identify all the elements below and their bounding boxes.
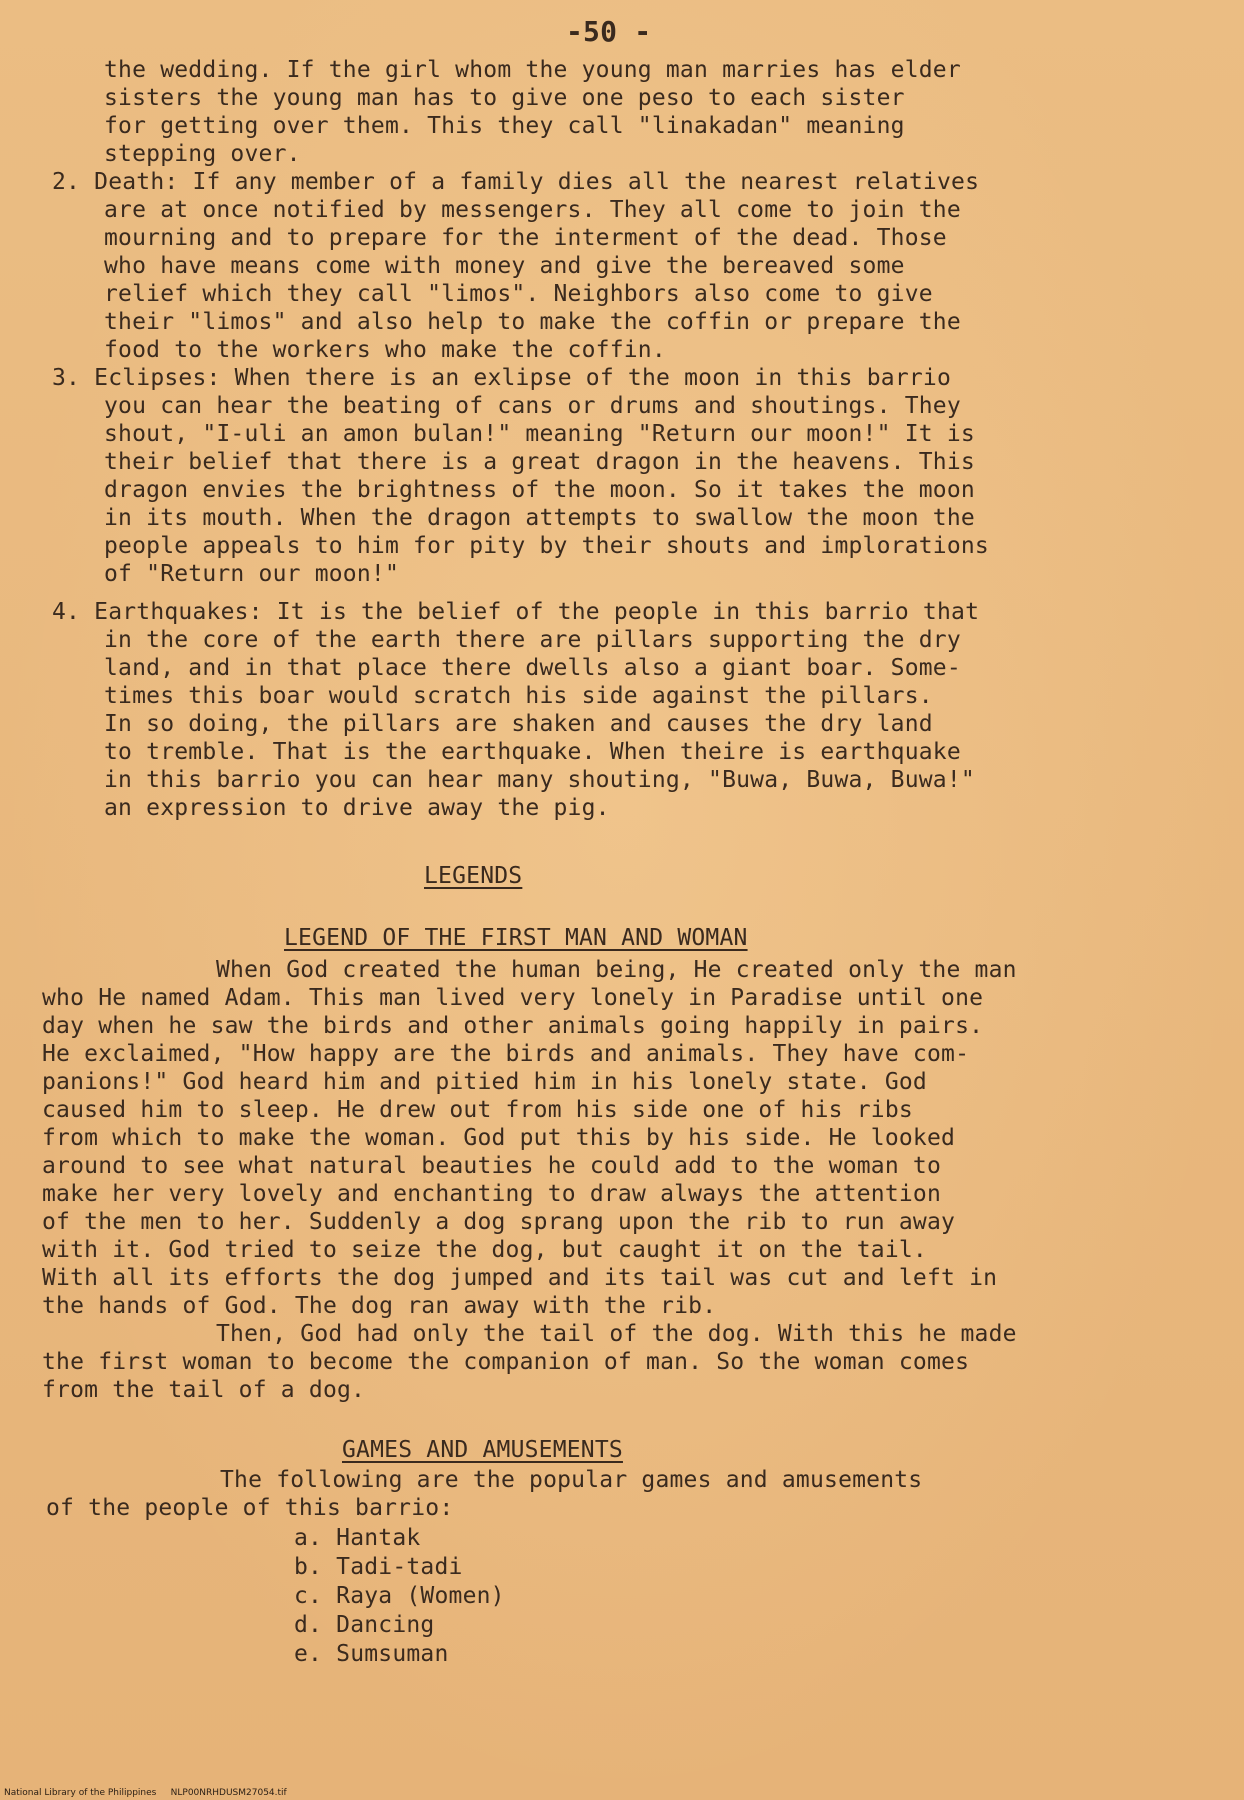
wedding-line: stepping over. — [104, 141, 301, 167]
death-line: 2. Death: If any member of a family dies all the nearest relatives — [52, 169, 980, 195]
games-list-item: e. Sumsuman — [294, 1641, 449, 1667]
legend-line: When God created the human being, He created only the man — [216, 957, 1017, 983]
eclipses-line: people appeals to him for pity by their shouts and implorations — [104, 533, 989, 559]
legend-line: the first woman to become the companion of man. So the woman comes — [42, 1349, 970, 1375]
death-line: are at once notified by messengers. They all come to join the — [104, 197, 961, 223]
eclipses-line: shout, "I-uli an amon bulan!" meaning "Return our moon!" It is — [104, 421, 975, 447]
legend-line: With all its efforts the dog jumped and its tail was cut and left in — [42, 1265, 998, 1291]
earthquakes-line: in the core of the earth there are pillars supporting the dry — [104, 627, 961, 653]
eclipses-line: dragon envies the brightness of the moon. So it takes the moon — [104, 477, 975, 503]
legend-line: who He named Adam. This man lived very lonely in Paradise until one — [42, 985, 984, 1011]
earthquakes-line: In so doing, the pillars are shaken and causes the dry land — [104, 711, 933, 737]
games-list-item: d. Dancing — [294, 1612, 435, 1638]
games-intro-line: The following are the popular games and amusements — [220, 1467, 923, 1493]
earthquakes-line: to tremble. That is the earthquake. When theire is earthquake — [104, 739, 961, 765]
legend-line: day when he saw the birds and other animals going happily in pairs. — [42, 1013, 984, 1039]
legend-line: caused him to sleep. He drew out from his side one of his ribs — [42, 1097, 913, 1123]
legend-line: of the men to her. Suddenly a dog sprang upon the rib to run away — [42, 1209, 956, 1235]
games-list-item: b. Tadi-tadi — [294, 1554, 463, 1580]
earthquakes-line: land, and in that place there dwells also a giant boar. Some- — [104, 655, 961, 681]
earthquakes-line: an expression to drive away the pig. — [104, 795, 610, 821]
legend-line: from the tail of a dog. — [42, 1377, 366, 1403]
legend-line: with it. God tried to seize the dog, but caught it on the tail. — [42, 1237, 927, 1263]
earthquakes-line: times this boar would scratch his side against the pillars. — [104, 683, 933, 709]
wedding-line: sisters the young man has to give one peso to each sister — [104, 85, 905, 111]
games-intro-line: of the people of this barrio: — [46, 1495, 454, 1521]
legend-line: He exclaimed, "How happy are the birds and animals. They have com- — [42, 1041, 970, 1067]
earthquakes-line: in this barrio you can hear many shouting, "Buwa, Buwa, Buwa!" — [104, 767, 975, 793]
death-line: mourning and to prepare for the interment of the dead. Those — [104, 225, 947, 251]
death-line: relief which they call "limos". Neighbors also come to give — [104, 281, 933, 307]
death-line: food to the workers who make the coffin. — [104, 337, 666, 363]
eclipses-line: of "Return our moon!" — [104, 561, 399, 587]
eclipses-line: you can hear the beating of cans or drums and shoutings. They — [104, 393, 961, 419]
legend-line: the hands of God. The dog ran away with the rib. — [42, 1293, 717, 1319]
legend-title: LEGEND OF THE FIRST MAN AND WOMAN — [284, 925, 748, 951]
games-heading: GAMES AND AMUSEMENTS — [342, 1437, 623, 1463]
wedding-line: for getting over them. This they call "linakadan" meaning — [104, 113, 905, 139]
earthquakes-line: 4. Earthquakes: It is the belief of the people in this barrio that — [52, 599, 980, 625]
footer-caption: National Library of the Philippines NLP00NRHDUSM27054.tif — [4, 1788, 287, 1798]
legend-line: around to see what natural beauties he could add to the woman to — [42, 1153, 942, 1179]
eclipses-line: their belief that there is a great dragon in the heavens. This — [104, 449, 975, 475]
legend-line: panions!" God heard him and pitied him in his lonely state. God — [42, 1069, 927, 1095]
games-list-item: c. Raya (Women) — [294, 1583, 505, 1609]
legends-heading: LEGENDS — [424, 863, 523, 889]
eclipses-line: 3. Eclipses: When there is an exlipse of the moon in this barrio — [52, 365, 952, 391]
wedding-line: the wedding. If the girl whom the young man marries has elder — [104, 57, 961, 83]
death-line: their "limos" and also help to make the coffin or prepare the — [104, 309, 961, 335]
page-number: -50 - — [566, 15, 652, 48]
eclipses-line: in its mouth. When the dragon attempts to swallow the moon the — [104, 505, 975, 531]
games-list-item: a. Hantak — [294, 1525, 421, 1551]
legend-line: from which to make the woman. God put this by his side. He looked — [42, 1125, 956, 1151]
legend-line: Then, God had only the tail of the dog. With this he made — [216, 1321, 1017, 1347]
legend-line: make her very lovely and enchanting to draw always the attention — [42, 1181, 942, 1207]
death-line: who have means come with money and give the bereaved some — [104, 253, 905, 279]
